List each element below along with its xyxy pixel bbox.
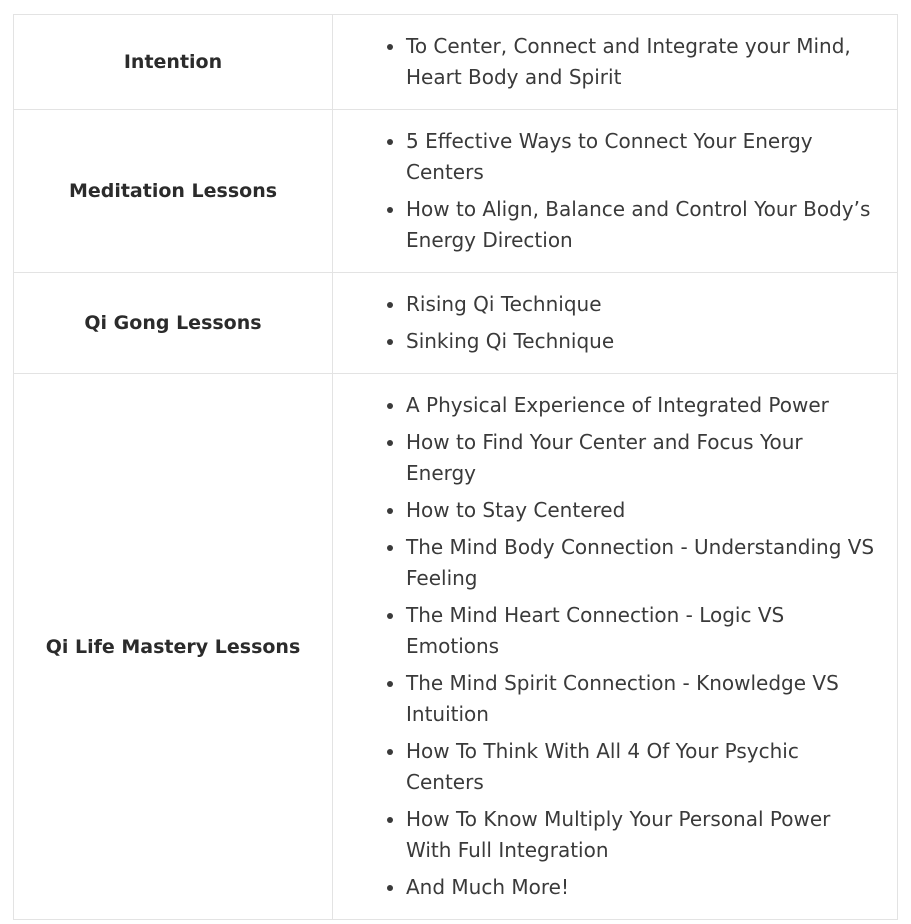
list-item: • 5 Effective Ways to Connect Your Energy Centers [406, 126, 877, 188]
row-label-qi-gong-lessons: Qi Gong Lessons [14, 273, 333, 374]
list-item: • To Center, Connect and Integrate your Mind, Heart Body and Spirit [406, 31, 877, 93]
list-item: • How to Stay Centered [406, 495, 877, 526]
bullet-list [333, 390, 877, 903]
list-item: • How to Align, Balance and Control Your Body’s Energy Direction [406, 194, 877, 256]
row-label-qi-life-mastery-lessons: Qi Life Mastery Lessons [14, 374, 333, 920]
bullet-list [333, 126, 877, 256]
list-item: • How To Know Multiply Your Personal Power With Full Integration [406, 804, 877, 866]
lessons-table [13, 14, 898, 920]
row-items-intention [333, 15, 898, 110]
row-label-meditation-lessons: Meditation Lessons [14, 110, 333, 273]
list-item: • The Mind Spirit Connection - Knowledge VS Intuition [406, 668, 877, 730]
list-item: • And Much More! [406, 872, 877, 903]
list-item: • Sinking Qi Technique [406, 326, 877, 357]
bullet-list [333, 31, 877, 93]
bullet-list [333, 289, 877, 357]
table-row-meditation-lessons [14, 110, 898, 273]
row-label-intention: Intention [14, 15, 333, 110]
table-row-qi-life-mastery-lessons [14, 374, 898, 920]
list-item: • How to Find Your Center and Focus Your Energy [406, 427, 877, 489]
list-item: • The Mind Body Connection - Understanding VS Feeling [406, 532, 877, 594]
list-item: • Rising Qi Technique [406, 289, 877, 320]
table-row-qi-gong-lessons [14, 273, 898, 374]
list-item: • A Physical Experience of Integrated Power [406, 390, 877, 421]
row-items-qi-gong-lessons [333, 273, 898, 374]
list-item: • The Mind Heart Connection - Logic VS Emotions [406, 600, 877, 662]
list-item: • How To Think With All 4 Of Your Psychic Centers [406, 736, 877, 798]
row-items-qi-life-mastery-lessons [333, 374, 898, 920]
table-row-intention [14, 15, 898, 110]
row-items-meditation-lessons [333, 110, 898, 273]
